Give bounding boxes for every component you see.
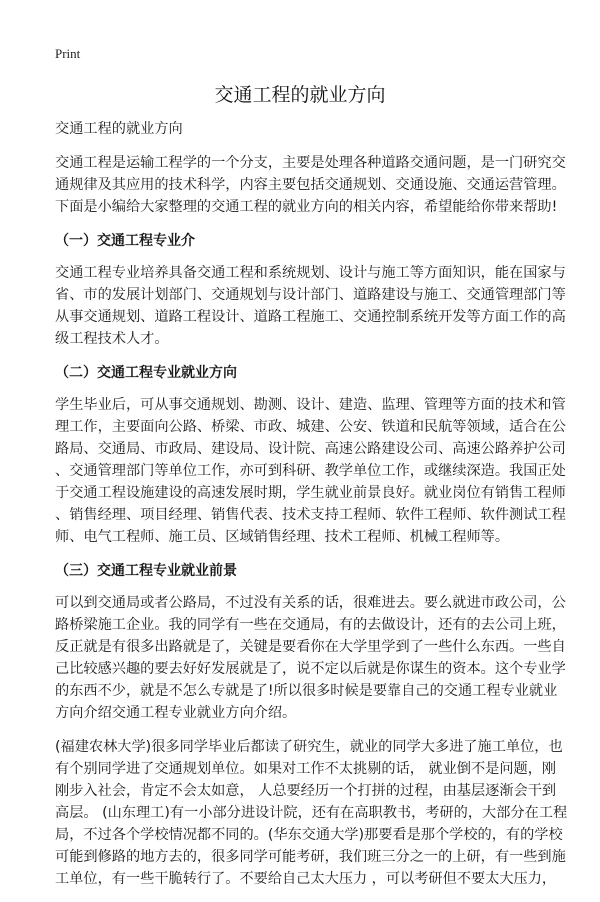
section-paragraph: [55, 736, 568, 890]
text-line: 交通工程是运输工程学的一个分支，主要是处理各种道路交通问题，是一门研究交: [55, 155, 566, 171]
text-line: 方向介绍交通工程专业就业方向介绍。: [55, 705, 297, 721]
text-line: 的东西不少，就是不怎么专就是了!所以很多时候是要靠自己的交通工程专业就业: [55, 683, 558, 699]
text-line: 可以到交通局或者公路局，不过没有关系的话，很难进去。要么就进市政公司，公: [55, 595, 566, 611]
section-paragraph: [55, 262, 566, 350]
text-line: 工单位，有一些干脆转行了。不要给自己太大压力 ，可以考研但不要太大压力，: [55, 871, 557, 887]
text-line: 高层。 (山东理工)有一小部分进设计院，还有在高职教书，考研的，大部分在工程: [55, 805, 568, 821]
text-line: 从事交通规划、道路工程设计、道路工程施工、交通控制系统开发等方面工作的高: [55, 309, 566, 325]
intro-paragraph: [55, 152, 566, 218]
text-line: 局，不过各个学校情况都不同的。(华东交通大学)那要看是那个学校的，有的学校: [55, 827, 563, 843]
text-line: 可能到修路的地方去的，很多同学可能考研，我们班三分之一的上研，有一些到施: [55, 849, 566, 865]
text-line: 反正就是有很多出路就是了，关键是要看你在大学里学到了一些什么东西。一些自: [55, 639, 566, 655]
document-body: [55, 118, 568, 902]
section-heading: （二）交通工程专业就业方向: [55, 365, 237, 381]
print-label: Print: [55, 46, 81, 61]
section-heading: （一）交通工程专业介: [55, 233, 195, 249]
text-line: 师、电气工程师、施工员、区域销售经理、技术工程师、机械工程师等。: [55, 529, 510, 545]
text-line: 、销售经理、项目经理、销售代表、技术支持工程师、软件工程师、软件测试工程: [55, 507, 566, 523]
text-line: 于交通工程设施建设的高速发展时期，学生就业前景良好。就业岗位有销售工程师: [55, 485, 566, 501]
text-line: 学生毕业后，可从事交通规划、勘测、设计、建造、监理、管理等方面的技术和管: [55, 397, 566, 413]
text-line: 路桥梁施工企业。我的同学有一些在交通局，有的去做设计，还有的去公司上班，: [55, 617, 566, 633]
section-heading: （三）交通工程专业就业前景: [55, 563, 237, 579]
text-line: (福建农林大学)很多同学毕业后都读了研究生，就业的同学大多进了施工单位，也: [55, 739, 563, 755]
text-line: 有个别同学进了交通规划单位。如果对工作不太挑剔的话， 就业倒不是问题，刚: [55, 761, 557, 777]
text-line: 级工程技术人才。: [55, 331, 169, 347]
text-line: 刚步入社会，肯定不会太如意， 人总要经历一个打拼的过程，由基层逐渐会干到: [55, 783, 557, 799]
page-title: 交通工程的就业方向: [214, 84, 386, 106]
document-subtitle: 交通工程的就业方向: [55, 121, 183, 137]
section-paragraph: [55, 592, 566, 724]
section-paragraph: [55, 394, 566, 548]
text-line: 理工作，主要面向公路、桥梁、市政、城建、公安、铁道和民航等领域，适合在公: [55, 419, 566, 435]
text-line: 通规律及其应用的技术科学，内容主要包括交通规划、交通设施、交通运营管理。: [55, 177, 566, 193]
text-line: 省、市的发展计划部门、交通规划与设计部门、道路建设与施工、交通管理部门等: [55, 287, 566, 303]
text-line: 路局、交通局、市政局、建设局、设计院、高速公路建设公司、高速公路养护公司: [55, 441, 566, 457]
text-line: 交通工程专业培养具备交通工程和系统规划、设计与施工等方面知识，能在国家与: [55, 265, 566, 281]
text-line: 下面是小编给大家整理的交通工程的就业方向的相关内容，希望能给你带来帮助!: [55, 199, 558, 215]
text-line: 、交通管理部门等单位工作，亦可到科研、教学单位工作，或继续深造。我国正处: [55, 463, 566, 479]
text-line: 己比较感兴趣的要去好好发展就是了，说不定以后就是你谋生的资本。这个专业学: [55, 661, 566, 677]
